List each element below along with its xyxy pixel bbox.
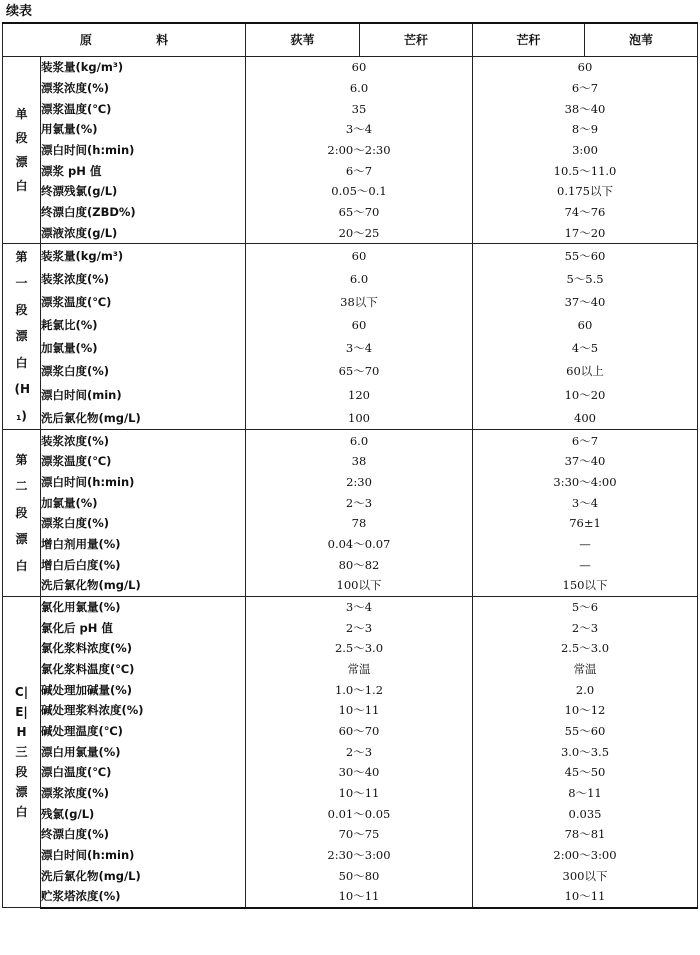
table-row — [3, 140, 698, 161]
value-left: 65～70 — [246, 360, 473, 383]
value-right: 74～76 — [473, 202, 698, 223]
value-left: 20～25 — [246, 222, 473, 243]
parameter-name: 碱处理浆料浓度(%) — [41, 700, 246, 721]
value-left: 0.01～0.05 — [246, 803, 473, 824]
group-label-cell — [3, 57, 41, 244]
value-left: 6.0 — [246, 78, 473, 99]
group-label: C|E|H三段漂白 — [14, 684, 29, 819]
table-row — [3, 267, 698, 290]
group-label: 第二段漂白 — [15, 452, 28, 573]
value-left: 0.04～0.07 — [246, 534, 473, 555]
value-right: 300以下 — [473, 865, 698, 886]
table-row — [3, 406, 698, 430]
parameter-name: 终漂残氯(g/L) — [41, 181, 246, 202]
value-right: 6～7 — [473, 78, 698, 99]
value-right: 3～4 — [473, 492, 698, 513]
table-row — [3, 679, 698, 700]
table-row — [3, 659, 698, 680]
table-row — [3, 337, 698, 360]
table-row — [3, 513, 698, 534]
parameter-name: 加氯量(%) — [41, 492, 246, 513]
value-left: 30～40 — [246, 762, 473, 783]
parameter-name: 漂白时间(h:min) — [41, 140, 246, 161]
value-left: 65～70 — [246, 202, 473, 223]
table-row — [3, 865, 698, 886]
table-row — [3, 617, 698, 638]
table-row — [3, 741, 698, 762]
parameter-name: 漂浆浓度(%) — [41, 783, 246, 804]
value-left: 38 — [246, 451, 473, 472]
value-left: 常温 — [246, 659, 473, 680]
value-right: 76±1 — [473, 513, 698, 534]
table-row — [3, 313, 698, 336]
parameter-name: 漂浆白度(%) — [41, 513, 246, 534]
value-right: 0.175以下 — [473, 181, 698, 202]
parameter-name: 漂液浓度(g/L) — [41, 222, 246, 243]
value-right: 5～5.5 — [473, 267, 698, 290]
value-right: 37～40 — [473, 451, 698, 472]
table-row — [3, 845, 698, 866]
table-row — [3, 222, 698, 243]
value-right: 5～6 — [473, 596, 698, 617]
value-left: 60～70 — [246, 721, 473, 742]
value-left: 60 — [246, 57, 473, 78]
table-row — [3, 181, 698, 202]
group-label-cell — [3, 243, 41, 430]
parameter-name: 漂浆浓度(%) — [41, 78, 246, 99]
group-label: 第一段漂白(H₁) — [14, 249, 31, 423]
parameter-name: 漂浆温度(℃) — [41, 290, 246, 313]
group-label-cell — [3, 430, 41, 596]
value-right: 17～20 — [473, 222, 698, 243]
value-left: 70～75 — [246, 824, 473, 845]
value-left: 60 — [246, 243, 473, 267]
header-material: 原 料 — [3, 23, 246, 57]
value-left: 10～11 — [246, 886, 473, 908]
table-row — [3, 383, 698, 406]
value-right: — — [473, 554, 698, 575]
value-right: 38～40 — [473, 98, 698, 119]
table-row — [3, 472, 698, 493]
table-row — [3, 824, 698, 845]
parameter-name: 漂白温度(℃) — [41, 762, 246, 783]
value-left: 38以下 — [246, 290, 473, 313]
value-left: 50～80 — [246, 865, 473, 886]
parameter-name: 漂白时间(h:min) — [41, 845, 246, 866]
value-left: 3～4 — [246, 119, 473, 140]
value-left: 6.0 — [246, 430, 473, 451]
table-row — [3, 575, 698, 596]
value-right: 60 — [473, 57, 698, 78]
parameter-name: 装浆浓度(%) — [41, 430, 246, 451]
table-row — [3, 492, 698, 513]
parameter-name: 残氯(g/L) — [41, 803, 246, 824]
header-col3: 芒秆 — [473, 23, 585, 57]
table-row — [3, 762, 698, 783]
value-right: 10～11 — [473, 886, 698, 908]
parameter-name: 终漂白度(ZBD%) — [41, 202, 246, 223]
parameter-name: 碱处理加碱量(%) — [41, 679, 246, 700]
value-right: 8～9 — [473, 119, 698, 140]
parameter-name: 氯化浆料温度(℃) — [41, 659, 246, 680]
value-right: 2:00～3:00 — [473, 845, 698, 866]
value-left: 6～7 — [246, 160, 473, 181]
value-left: 10～11 — [246, 783, 473, 804]
group-label: 单段漂白 — [15, 106, 28, 193]
value-right: 10.5～11.0 — [473, 160, 698, 181]
parameter-name: 耗氯比(%) — [41, 313, 246, 336]
value-left: 2～3 — [246, 492, 473, 513]
table-row — [3, 596, 698, 617]
value-right: 4～5 — [473, 337, 698, 360]
value-right: 8～11 — [473, 783, 698, 804]
parameter-name: 增白剂用量(%) — [41, 534, 246, 555]
value-left: 100以下 — [246, 575, 473, 596]
value-left: 0.05～0.1 — [246, 181, 473, 202]
value-right: 2.5～3.0 — [473, 638, 698, 659]
bleaching-conditions-table — [2, 22, 698, 909]
value-left: 1.0～1.2 — [246, 679, 473, 700]
value-left: 35 — [246, 98, 473, 119]
parameter-name: 漂白时间(min) — [41, 383, 246, 406]
parameter-name: 加氯量(%) — [41, 337, 246, 360]
value-left: 100 — [246, 406, 473, 430]
value-right: 常温 — [473, 659, 698, 680]
table-row — [3, 243, 698, 267]
parameter-name: 碱处理温度(℃) — [41, 721, 246, 742]
value-right: 0.035 — [473, 803, 698, 824]
table-row — [3, 290, 698, 313]
value-left: 78 — [246, 513, 473, 534]
value-right: — — [473, 534, 698, 555]
value-left: 3～4 — [246, 596, 473, 617]
table-row — [3, 721, 698, 742]
table-row — [3, 119, 698, 140]
parameter-name: 漂浆 pH 值 — [41, 160, 246, 181]
parameter-name: 氯化用氯量(%) — [41, 596, 246, 617]
table-row — [3, 78, 698, 99]
value-right: 78～81 — [473, 824, 698, 845]
parameter-name: 装浆量(kg/m³) — [41, 57, 246, 78]
parameter-name: 氯化浆料浓度(%) — [41, 638, 246, 659]
value-left: 3～4 — [246, 337, 473, 360]
table-row — [3, 98, 698, 119]
table-row — [3, 202, 698, 223]
parameter-name: 氯化后 pH 值 — [41, 617, 246, 638]
table-row — [3, 803, 698, 824]
table-row — [3, 360, 698, 383]
value-right: 150以下 — [473, 575, 698, 596]
table-row — [3, 638, 698, 659]
group-label-cell — [3, 596, 41, 907]
value-left: 2:30～3:00 — [246, 845, 473, 866]
value-right: 6～7 — [473, 430, 698, 451]
parameter-name: 用氯量(%) — [41, 119, 246, 140]
value-right: 3:00 — [473, 140, 698, 161]
value-right: 2.0 — [473, 679, 698, 700]
header-col1: 荻苇 — [246, 23, 360, 57]
parameter-name: 洗后氯化物(mg/L) — [41, 865, 246, 886]
value-right: 55～60 — [473, 721, 698, 742]
table-caption: 续表 — [6, 4, 33, 19]
parameter-name: 漂浆温度(℃) — [41, 451, 246, 472]
table-row — [3, 451, 698, 472]
value-right: 3.0～3.5 — [473, 741, 698, 762]
parameter-name: 装浆量(kg/m³) — [41, 243, 246, 267]
value-right: 37～40 — [473, 290, 698, 313]
value-left: 2～3 — [246, 741, 473, 762]
parameter-name: 漂浆白度(%) — [41, 360, 246, 383]
value-left: 2:30 — [246, 472, 473, 493]
value-left: 2:00～2:30 — [246, 140, 473, 161]
table-row — [3, 534, 698, 555]
parameter-name: 装浆浓度(%) — [41, 267, 246, 290]
value-left: 2～3 — [246, 617, 473, 638]
table-row — [3, 783, 698, 804]
value-right: 2～3 — [473, 617, 698, 638]
parameter-name: 贮浆塔浓度(%) — [41, 886, 246, 908]
table-row — [3, 430, 698, 451]
parameter-name: 洗后氯化物(mg/L) — [41, 406, 246, 430]
parameter-name: 终漂白度(%) — [41, 824, 246, 845]
value-right: 60以上 — [473, 360, 698, 383]
value-right: 60 — [473, 313, 698, 336]
parameter-name: 洗后氯化物(mg/L) — [41, 575, 246, 596]
value-right: 10～12 — [473, 700, 698, 721]
value-right: 45～50 — [473, 762, 698, 783]
parameter-name: 漂白用氯量(%) — [41, 741, 246, 762]
header-col4: 泡苇 — [585, 23, 698, 57]
parameter-name: 增白后白度(%) — [41, 554, 246, 575]
table-row — [3, 886, 698, 908]
value-left: 60 — [246, 313, 473, 336]
header-col2: 芒秆 — [360, 23, 473, 57]
table-row — [3, 554, 698, 575]
value-left: 120 — [246, 383, 473, 406]
table-row — [3, 160, 698, 181]
parameter-name: 漂浆温度(℃) — [41, 98, 246, 119]
parameter-name: 漂白时间(h:min) — [41, 472, 246, 493]
header-row — [3, 23, 698, 57]
table-row — [3, 700, 698, 721]
value-right: 3:30～4:00 — [473, 472, 698, 493]
value-right: 400 — [473, 406, 698, 430]
value-left: 2.5～3.0 — [246, 638, 473, 659]
value-left: 6.0 — [246, 267, 473, 290]
value-left: 10～11 — [246, 700, 473, 721]
value-left: 80～82 — [246, 554, 473, 575]
table-row — [3, 57, 698, 78]
value-right: 10～20 — [473, 383, 698, 406]
value-right: 55～60 — [473, 243, 698, 267]
